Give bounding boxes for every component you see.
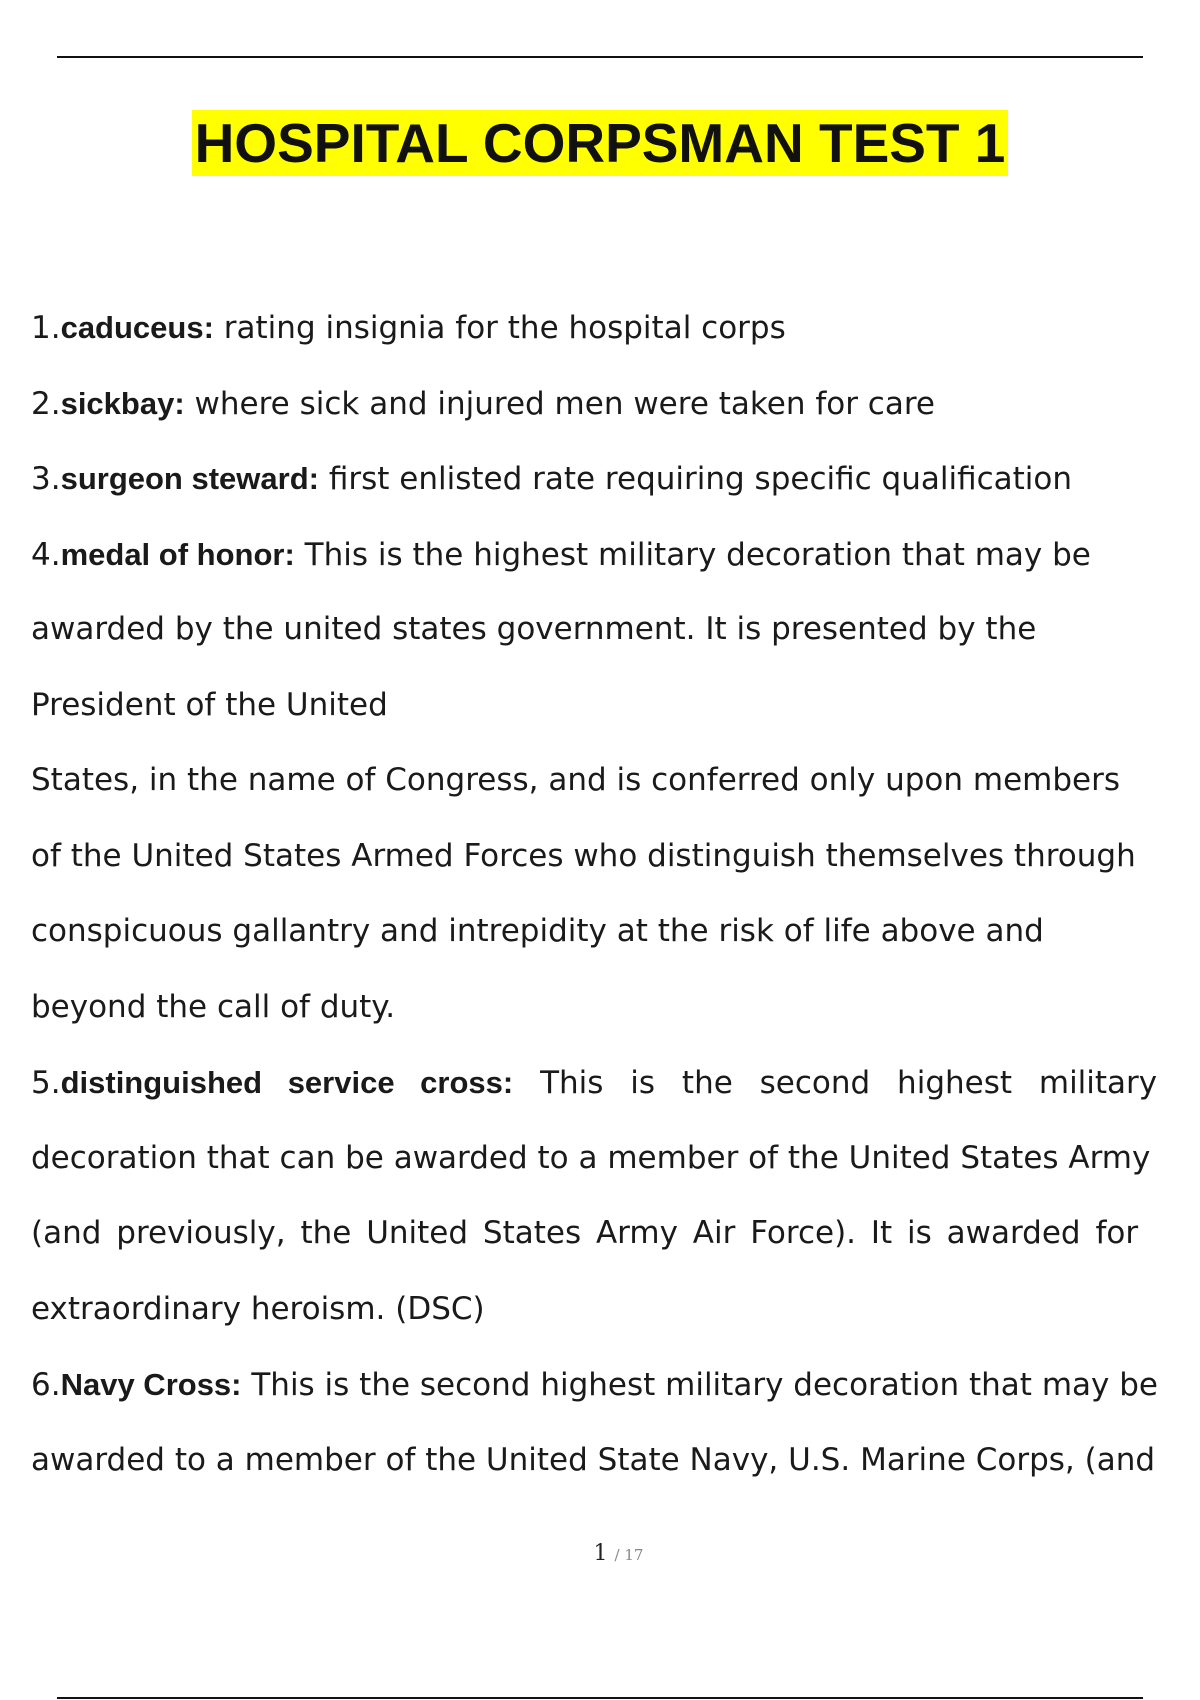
item-continuation-line: extraordinary heroism. (DSC) [31,1290,485,1327]
list-item [31,1347,1200,1423]
item-number: 6. [31,1367,61,1403]
page-number [0,1541,1200,1566]
item-continuation-line: President of the United [31,686,388,723]
item-term: caduceus: [60,310,214,345]
title-container [0,110,1200,176]
item-number: 5. [31,1065,61,1101]
item-continuation-line: conspicuous gallantry and intrepidity at the risk of life above and [31,913,1044,949]
page-total: / 17 [614,1546,644,1564]
item-continuation-line: States, in the name of Congress, and is conferred only upon members [31,762,1120,798]
page-current: 1 [593,1541,608,1566]
item-number: 4. [31,536,61,573]
item-definition: This is the second highest military decoration that may be [251,1367,1158,1403]
item-term: surgeon steward: [60,461,319,496]
item-continuation-line: awarded by the united states government. It is presented by the [31,611,1037,647]
document-title: HOSPITAL CORPSMAN TEST 1 [192,110,1009,176]
list-item [31,366,1200,442]
document-body [31,290,1200,1498]
item-definition: This is the second highest military [540,1065,1158,1101]
item-term: distinguished service cross: [60,1065,514,1100]
item-term: medal of honor: [60,536,295,572]
item-term: sickbay: [60,385,185,421]
list-item [31,1045,1200,1121]
item-continuation-line: awarded to a member of the United State Navy, U.S. Marine Corps, (and [31,1441,1156,1478]
item-continuation-line: beyond the call of duty. [31,988,396,1025]
item-number: 1. [31,310,61,346]
list-item [31,517,1200,593]
item-term: Navy Cross: [60,1367,242,1402]
item-definition: This is the highest military decoration that may be [304,536,1091,573]
item-continuation-line: (and previously, the United States Army Air Force). It is awarded for [31,1215,1139,1251]
item-continuation-line: decoration that can be awarded to a member of the United States Army [31,1139,1151,1176]
item-definition: where sick and injured men were taken for care [194,385,935,422]
top-rule [57,56,1143,58]
item-definition: first enlisted rate requiring specific qualification [328,461,1073,497]
item-number: 2. [31,385,61,422]
item-number: 3. [31,461,61,497]
list-item [31,441,1200,517]
list-item [31,290,1200,366]
item-definition: rating insignia for the hospital corps [223,310,786,346]
item-continuation-line: of the United States Armed Forces who distinguish themselves through [31,837,1136,874]
bottom-rule [57,1697,1143,1699]
